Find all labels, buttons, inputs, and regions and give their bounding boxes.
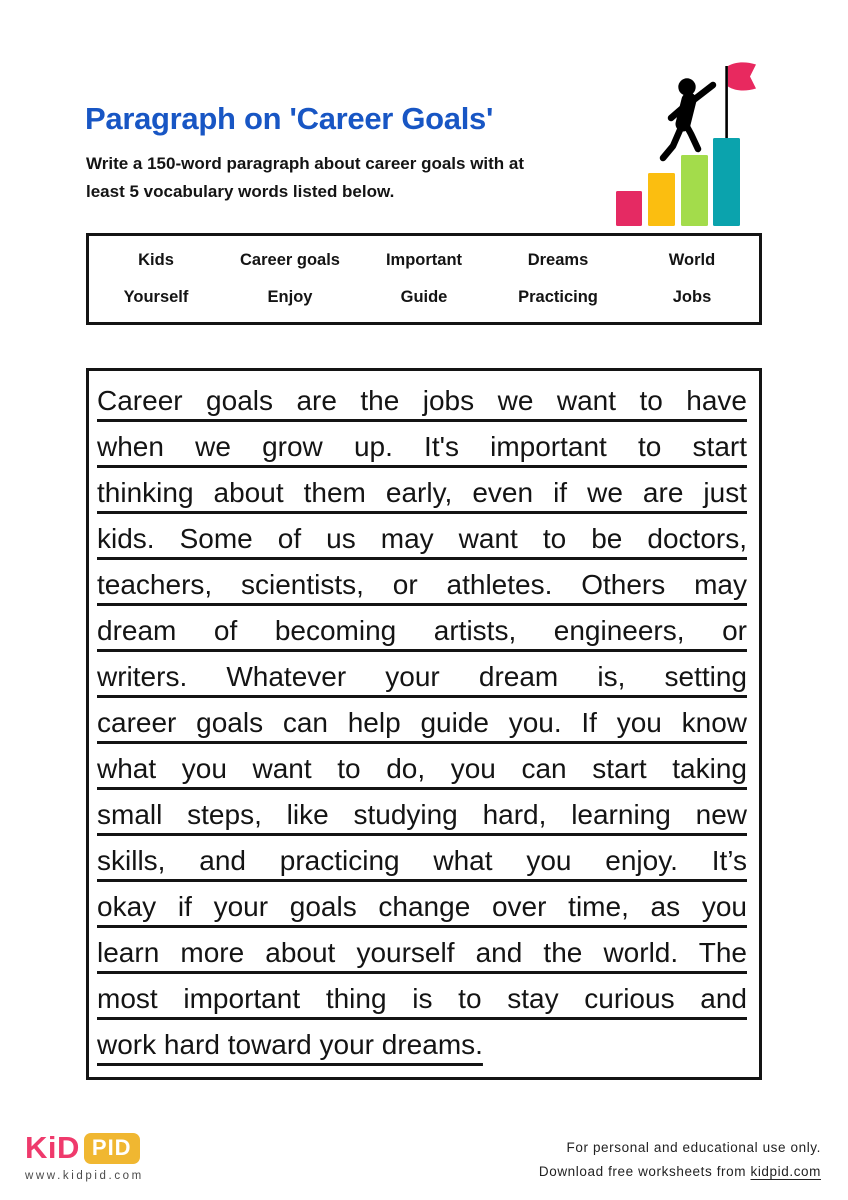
writing-box	[86, 368, 762, 1080]
usage-notice-line-2: Download free worksheets from kidpid.com	[538, 1164, 821, 1180]
logo-website-url: www.kidpid.com	[25, 1170, 144, 1182]
bar-pink	[616, 191, 642, 226]
paragraph-line: career goals can help guide you. If you know	[97, 707, 747, 738]
paragraph-line: when we grow up. It's important to start	[97, 431, 747, 462]
vocab-word: Dreams	[527, 251, 589, 269]
vocab-word: Jobs	[672, 288, 712, 306]
paragraph-line: learn more about yourself and the world. The	[97, 937, 747, 968]
bar-yellow	[648, 173, 675, 226]
paragraph-line: dream of becoming artists, engineers, or	[97, 615, 747, 646]
usage-notice	[539, 1136, 821, 1185]
page-title: Paragraph on 'Career Goals'	[85, 101, 494, 136]
paragraph-line: work hard toward your dreams.	[97, 1029, 483, 1060]
instructions-text	[86, 150, 524, 206]
usage-notice-line-1: For personal and educational use only.	[566, 1140, 821, 1155]
instructions-line-1: Write a 150-word paragraph about career goals with at	[86, 154, 525, 173]
paragraph-line: skills, and practicing what you enjoy. It’s	[97, 845, 747, 876]
flag-pole	[725, 66, 728, 138]
logo-kid-text: KiD	[25, 1130, 80, 1165]
vocab-word: Practicing	[518, 288, 598, 306]
vocab-word: World	[668, 251, 716, 269]
kidpid-link[interactable]: kidpid.com	[750, 1164, 821, 1180]
vocabulary-box	[86, 233, 762, 325]
paragraph-line: okay if your goals change over time, as you	[97, 891, 747, 922]
bar-teal	[713, 138, 740, 226]
paragraph-line: Career goals are the jobs we want to have	[97, 385, 747, 416]
instructions-line-2: least 5 vocabulary words listed below.	[86, 182, 395, 202]
paragraph-line: writers. Whatever your dream is, setting	[97, 661, 747, 692]
vocab-word: Career goals	[240, 251, 340, 269]
vocab-word: Kids	[138, 251, 174, 269]
vocab-word: Important	[385, 251, 463, 269]
flag-icon	[728, 62, 756, 90]
paragraph-line: small steps, like studying hard, learning new	[97, 799, 747, 830]
vocab-word: Guide	[400, 288, 448, 306]
paragraph-line: kids. Some of us may want to be doctors,	[97, 523, 747, 554]
logo-pid-badge: PID	[84, 1133, 140, 1164]
vocab-word: Enjoy	[267, 288, 313, 306]
vocab-word: Yourself	[123, 288, 189, 306]
kidpid-logo	[25, 1130, 144, 1182]
paragraph-line: teachers, scientists, or athletes. Others may	[97, 569, 747, 600]
paragraph-line: thinking about them early, even if we are just	[97, 477, 747, 508]
climbing-person-icon	[663, 78, 713, 158]
paragraph-line: most important thing is to stay curious and	[97, 983, 747, 1014]
bar-green	[681, 155, 708, 226]
person-climbing-bar-chart-with-flag-icon	[598, 46, 762, 230]
paragraph-line: what you want to do, you can start taking	[97, 753, 747, 784]
